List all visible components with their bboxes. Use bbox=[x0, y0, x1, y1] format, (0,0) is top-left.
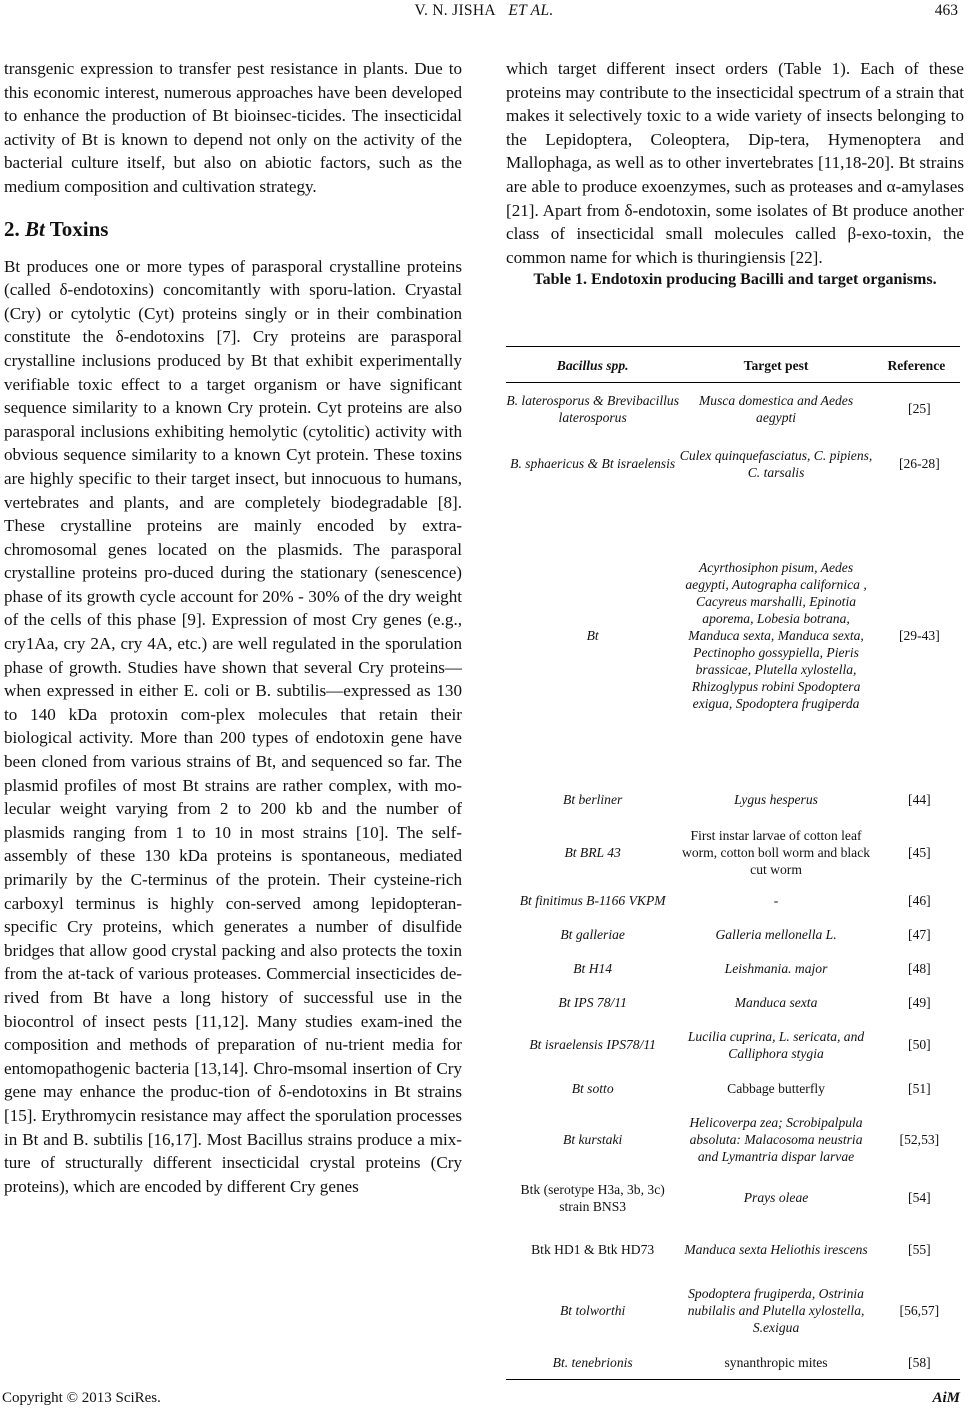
table-cell-reference: [46] bbox=[908, 893, 931, 908]
table-row bbox=[506, 779, 960, 821]
journal-abbreviation: AiM bbox=[932, 1390, 960, 1406]
table-cell-bacillus: Bt. tenebrionis bbox=[506, 1346, 679, 1380]
table-cell-reference: [47] bbox=[908, 927, 931, 942]
table-cell-target: Galleria mellonella L. bbox=[715, 927, 837, 942]
table-row bbox=[506, 986, 960, 1020]
section-heading bbox=[4, 216, 462, 242]
table-cell-target: - bbox=[773, 893, 779, 908]
table-cell-reference: [52,53] bbox=[899, 1132, 940, 1147]
table-cell-target: Culex quinquefasciatus, C. pipiens, C. tarsalis bbox=[679, 447, 873, 480]
page-header bbox=[0, 2, 968, 26]
table-header-row bbox=[506, 347, 960, 383]
table-row bbox=[506, 1224, 960, 1276]
table-cell-bacillus: Bt tolworthi bbox=[559, 1303, 626, 1318]
table-row bbox=[506, 493, 960, 779]
section-number: 2. bbox=[4, 216, 20, 241]
right-paragraph-1: which target different insect orders (Table 1). Each of these proteins may contribute to the insecticidal spectrum of a strain that makes it selectively toxic to a wide variety of insects belonging to the Lepidoptera, Coleoptera, Dip-tera, Hymenoptera and Mallophaga, as well as to other invertebrates [11,18-20]. Bt strains are able to produce exoenzymes, such as proteases and α-amylases [21]. Apart from δ-endotoxin, some isolates of Bt produce another class of insecticidal small molecules called β-exo-toxin, the common name for which is thuringiensis [22]. bbox=[506, 59, 964, 267]
table-cell-target: Leishmania. major bbox=[724, 961, 828, 976]
table-cell-reference: [29-43] bbox=[898, 628, 940, 643]
table-row bbox=[506, 1020, 960, 1070]
page-number: 463 bbox=[934, 2, 958, 19]
table-row bbox=[506, 1346, 960, 1380]
table-row bbox=[506, 383, 960, 435]
table-cell-target: Helicoverpa zea; Scrobipalpula absoluta: Malacosoma neustria and Lymantria dispar larvae bbox=[689, 1115, 863, 1164]
running-title-author: V. N. JISHA bbox=[414, 2, 496, 19]
table-cell-reference: [55] bbox=[908, 1242, 931, 1257]
table-caption: Table 1. Endotoxin producing Bacilli and target organisms. bbox=[533, 271, 937, 289]
table-cell-bacillus: Bt IPS 78/11 bbox=[558, 995, 627, 1010]
table-cell-bacillus: Bt sotto bbox=[571, 1081, 614, 1096]
table-row bbox=[506, 1108, 960, 1172]
table-row bbox=[506, 884, 960, 918]
table-cell-target: Manduca sexta bbox=[734, 995, 818, 1010]
table-cell-bacillus: Bt israelensis IPS78/11 bbox=[529, 1037, 656, 1052]
table-cell-target: First instar larvae of cotton leaf worm, cotton boll worm and black cut worm bbox=[682, 827, 871, 877]
right-column bbox=[506, 57, 964, 291]
table-cell-bacillus: Bt finitimus B-1166 VKPM bbox=[519, 893, 666, 908]
table-cell-bacillus: Bt galleriae bbox=[560, 927, 625, 942]
table-cell-bacillus: B. sphaericus & Bt israelensis bbox=[510, 456, 676, 471]
table-cell-target: Lygus hesperus bbox=[734, 792, 818, 807]
table-row bbox=[506, 1172, 960, 1224]
table-cell-target: Manduca sexta Heliothis irescens bbox=[684, 1242, 868, 1257]
table-row bbox=[506, 1070, 960, 1108]
table-row bbox=[506, 435, 960, 493]
table-cell-reference: [54] bbox=[908, 1190, 931, 1205]
table-cell-reference: [56,57] bbox=[899, 1303, 940, 1318]
table-cell-bacillus: Btk (serotype H3a, 3b, 3c) strain BNS3 bbox=[520, 1181, 665, 1214]
table-cell-target: Musca domestica and Aedes aegypti bbox=[698, 392, 854, 425]
table-cell-reference: [58] bbox=[873, 1346, 960, 1380]
copyright-notice: Copyright © 2013 SciRes. bbox=[2, 1390, 161, 1406]
table-cell-reference: [51] bbox=[908, 1081, 931, 1096]
left-column bbox=[4, 57, 462, 1198]
table-header-target: Target pest bbox=[679, 347, 872, 383]
table-cell-reference: [50] bbox=[908, 1037, 931, 1052]
table-cell-target: Prays oleae bbox=[743, 1190, 809, 1205]
table-cell-bacillus: Bt H14 bbox=[573, 961, 613, 976]
table-cell-target: Spodoptera frugiperda, Ostrinia nubilalis and Plutella xylostella, S.exigua bbox=[687, 1286, 865, 1335]
running-title-etal: ET AL. bbox=[508, 2, 554, 19]
table-header-bacillus: Bacillus spp. bbox=[506, 347, 679, 383]
table-cell-target: Lucilia cuprina, L. sericata, and Calliphora stygia bbox=[687, 1028, 865, 1061]
table-cell-reference: [45] bbox=[908, 844, 931, 860]
table-row bbox=[506, 1276, 960, 1346]
table-row bbox=[506, 952, 960, 986]
table-cell-reference: [49] bbox=[908, 995, 931, 1010]
section-heading-bt: Bt bbox=[25, 216, 45, 241]
endotoxin-table bbox=[506, 346, 960, 1380]
table-header-reference: Reference bbox=[873, 347, 960, 383]
table-cell-target: Acyrthosiphon pisum, Aedes aegypti, Autographa californica , Cacyreus marshalli, Epinotia aporema, Lobesia botrana, Manduca sexta, Manduca sexta, Pectinopho gossypiella, Pieris brassicae, Plutella xylostella, Rhizoglypus robini Spodoptera exigua, Spodoptera frugiperda bbox=[685, 560, 867, 711]
table-cell-bacillus: Bt BRL 43 bbox=[564, 844, 621, 860]
left-paragraph-1: transgenic expression to transfer pest resistance in plants. Due to this economic interest, numerous approaches have been developed to enhance the production of Bt bioinsec-ticides. The insecticidal activity of Bt is known to depend not only on the activity of the bacterial culture itself, but also on abiotic factors, such as the medium composition and cultivation strategy. bbox=[4, 59, 462, 196]
table-cell-target: synanthropic mites bbox=[679, 1346, 872, 1380]
table-cell-bacillus: Bt bbox=[586, 628, 599, 643]
table-cell-reference: [44] bbox=[908, 792, 931, 807]
section-heading-text: Toxins bbox=[49, 216, 109, 241]
table-cell-reference: [25] bbox=[908, 401, 931, 417]
table-row bbox=[506, 821, 960, 884]
table-cell-bacillus: B. laterosporus & Brevibacillus laterosporus bbox=[506, 392, 679, 425]
table-cell-reference: [26-28] bbox=[898, 456, 940, 471]
table-cell-bacillus: Bt berliner bbox=[563, 792, 623, 807]
table-cell-target: Cabbage butterfly bbox=[727, 1081, 825, 1096]
running-title bbox=[0, 2, 968, 20]
table-row bbox=[506, 918, 960, 952]
left-paragraph-2: Bt produces one or more types of parasporal crystalline proteins (called δ-endotoxins) concomitantly with sporu-lation. Cryastal (Cry) or cytolytic (Cyt) proteins singly or in their combination constitute the δ-endotoxins [7]. Cry proteins are parasporal crystalline inclusions produced by Bt that exhibit experimentally verifiable toxic effect to a target organism or have significant sequence similarity to a known Cry protein. Cyt proteins are also parasporal inclusions exhibiting hemolytic (cytolitic) activity with obvious sequence similarity to a known Cyt protein. These toxins are highly specific to their target insect, but innocuous to humans, vertebrates and plants, and are completely biodegradable [8]. These crystalline proteins are mainly encoded by extra-chromosomal genes located on the plasmids. The parasporal crystalline proteins pro-duced during the stationary (senescence) phase of its growth cycle account for 20% - 30% of the dry weight of the cells of this phase [9]. Expression of most Cry genes (e.g., cry1Aa, cry 2A, cry 4A, etc.) are well regulated in the sporulation phase of growth. Studies have shown that several Cry proteins—when expressed in either E. coli or B. subtilis—expressed as 130 to 140 kDa protoxin com-plex molecules that retain their biological activity. More than 200 types of endotoxin gene have been cloned from various strains of Bt, and sequenced so far. The plasmid profiles of most Bt strains are rather complex, with mo-lecular weight varying from 2 to 200 kb and the number of plasmids ranging from 1 to 10 in most strains [10]. The self-assembly of these 130 kDa proteins is spontaneous, mediated primarily by the C-terminus of the protein. Their cysteine-rich carboxyl terminus is highly con-served among lepidopteran-specific Cry proteins, which generates a number of disulfide bridges that allow good crystal packing and also protects the toxin from the at-tack of various proteases. Commercial insecticides de-rived from Bt have a long history of successful use in the biocontrol of insect pests [11,12]. Many studies exam-ined the composition and methods of preparation of nu-trient media for entomopathogenic bacteria [13,14]. Chro-msomal insertion of Cry gene may enhance the produc-tion of δ-endotoxins in Bt strains [15]. Erythromycin resistance may affect the sporulation processes in Bt and B. subtilis [16,17]. Most Bacillus strains produce a mix-ture of structurally different insecticidal crystal proteins (Cry proteins), which are encoded by different Cry genes bbox=[4, 256, 462, 1196]
table-cell-bacillus: Btk HD1 & Btk HD73 bbox=[531, 1242, 655, 1257]
table-cell-bacillus: Bt kurstaki bbox=[563, 1132, 623, 1147]
table-cell-reference: [48] bbox=[908, 961, 931, 976]
